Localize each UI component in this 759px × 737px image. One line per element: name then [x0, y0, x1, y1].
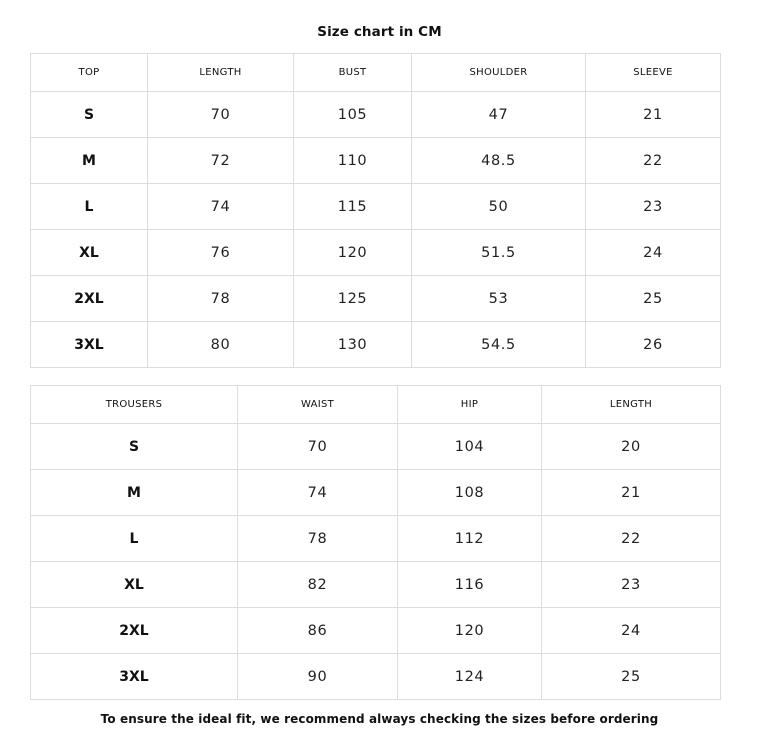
table-cell: 22: [586, 138, 721, 184]
size-label: 3XL: [31, 322, 148, 368]
table-cell: 23: [586, 184, 721, 230]
column-header: SLEEVE: [586, 54, 721, 92]
column-header: BUST: [294, 54, 412, 92]
table-cell: 80: [148, 322, 294, 368]
table-cell: 24: [542, 608, 721, 654]
table-row: [31, 276, 721, 322]
table-cell: 120: [294, 230, 412, 276]
table-cell: 82: [238, 562, 398, 608]
table-header-row: [31, 54, 721, 92]
table-cell: 74: [238, 470, 398, 516]
column-header: HIP: [398, 386, 542, 424]
size-label: M: [31, 470, 238, 516]
table-row: [31, 516, 721, 562]
table-cell: 53: [412, 276, 586, 322]
table-cell: 124: [398, 654, 542, 700]
page-title: Size chart in CM: [317, 24, 442, 40]
table-cell: 130: [294, 322, 412, 368]
size-label: S: [31, 424, 238, 470]
size-label: L: [31, 516, 238, 562]
column-header: WAIST: [238, 386, 398, 424]
table-cell: 51.5: [412, 230, 586, 276]
table-cell: 74: [148, 184, 294, 230]
table-cell: 90: [238, 654, 398, 700]
footer-note: To ensure the ideal fit, we recommend always checking the sizes before ordering: [100, 712, 659, 726]
column-header: TOP: [31, 54, 148, 92]
size-label: M: [31, 138, 148, 184]
table-cell: 25: [586, 276, 721, 322]
table-cell: 72: [148, 138, 294, 184]
table-cell: 70: [238, 424, 398, 470]
table-row: [31, 138, 721, 184]
table-row: [31, 608, 721, 654]
table-cell: 47: [412, 92, 586, 138]
size-label: XL: [31, 562, 238, 608]
table-cell: 76: [148, 230, 294, 276]
table-cell: 115: [294, 184, 412, 230]
column-header: TROUSERS: [31, 386, 238, 424]
table-cell: 110: [294, 138, 412, 184]
table-cell: 20: [542, 424, 721, 470]
table-cell: 21: [586, 92, 721, 138]
table-row: [31, 654, 721, 700]
table-cell: 78: [148, 276, 294, 322]
table-cell: 25: [542, 654, 721, 700]
table-cell: 23: [542, 562, 721, 608]
column-header: LENGTH: [148, 54, 294, 92]
table-cell: 26: [586, 322, 721, 368]
table-cell: 21: [542, 470, 721, 516]
table-row: [31, 322, 721, 368]
column-header: SHOULDER: [412, 54, 586, 92]
table-row: [31, 562, 721, 608]
table-header-row: [31, 386, 721, 424]
size-label: XL: [31, 230, 148, 276]
table-cell: 22: [542, 516, 721, 562]
table-row: [31, 230, 721, 276]
size-label: 2XL: [31, 276, 148, 322]
table-cell: 24: [586, 230, 721, 276]
table-row: [31, 92, 721, 138]
top-size-table: [30, 53, 721, 368]
size-label: S: [31, 92, 148, 138]
table-cell: 108: [398, 470, 542, 516]
table-cell: 78: [238, 516, 398, 562]
table-cell: 104: [398, 424, 542, 470]
size-label: 3XL: [31, 654, 238, 700]
table-cell: 86: [238, 608, 398, 654]
table-cell: 112: [398, 516, 542, 562]
table-cell: 50: [412, 184, 586, 230]
table-cell: 125: [294, 276, 412, 322]
table-row: [31, 470, 721, 516]
table-cell: 105: [294, 92, 412, 138]
table-row: [31, 184, 721, 230]
size-label: 2XL: [31, 608, 238, 654]
table-cell: 70: [148, 92, 294, 138]
size-label: L: [31, 184, 148, 230]
table-cell: 120: [398, 608, 542, 654]
table-row: [31, 424, 721, 470]
trousers-size-table: [30, 385, 721, 700]
table-cell: 116: [398, 562, 542, 608]
table-cell: 54.5: [412, 322, 586, 368]
table-cell: 48.5: [412, 138, 586, 184]
column-header: LENGTH: [542, 386, 721, 424]
